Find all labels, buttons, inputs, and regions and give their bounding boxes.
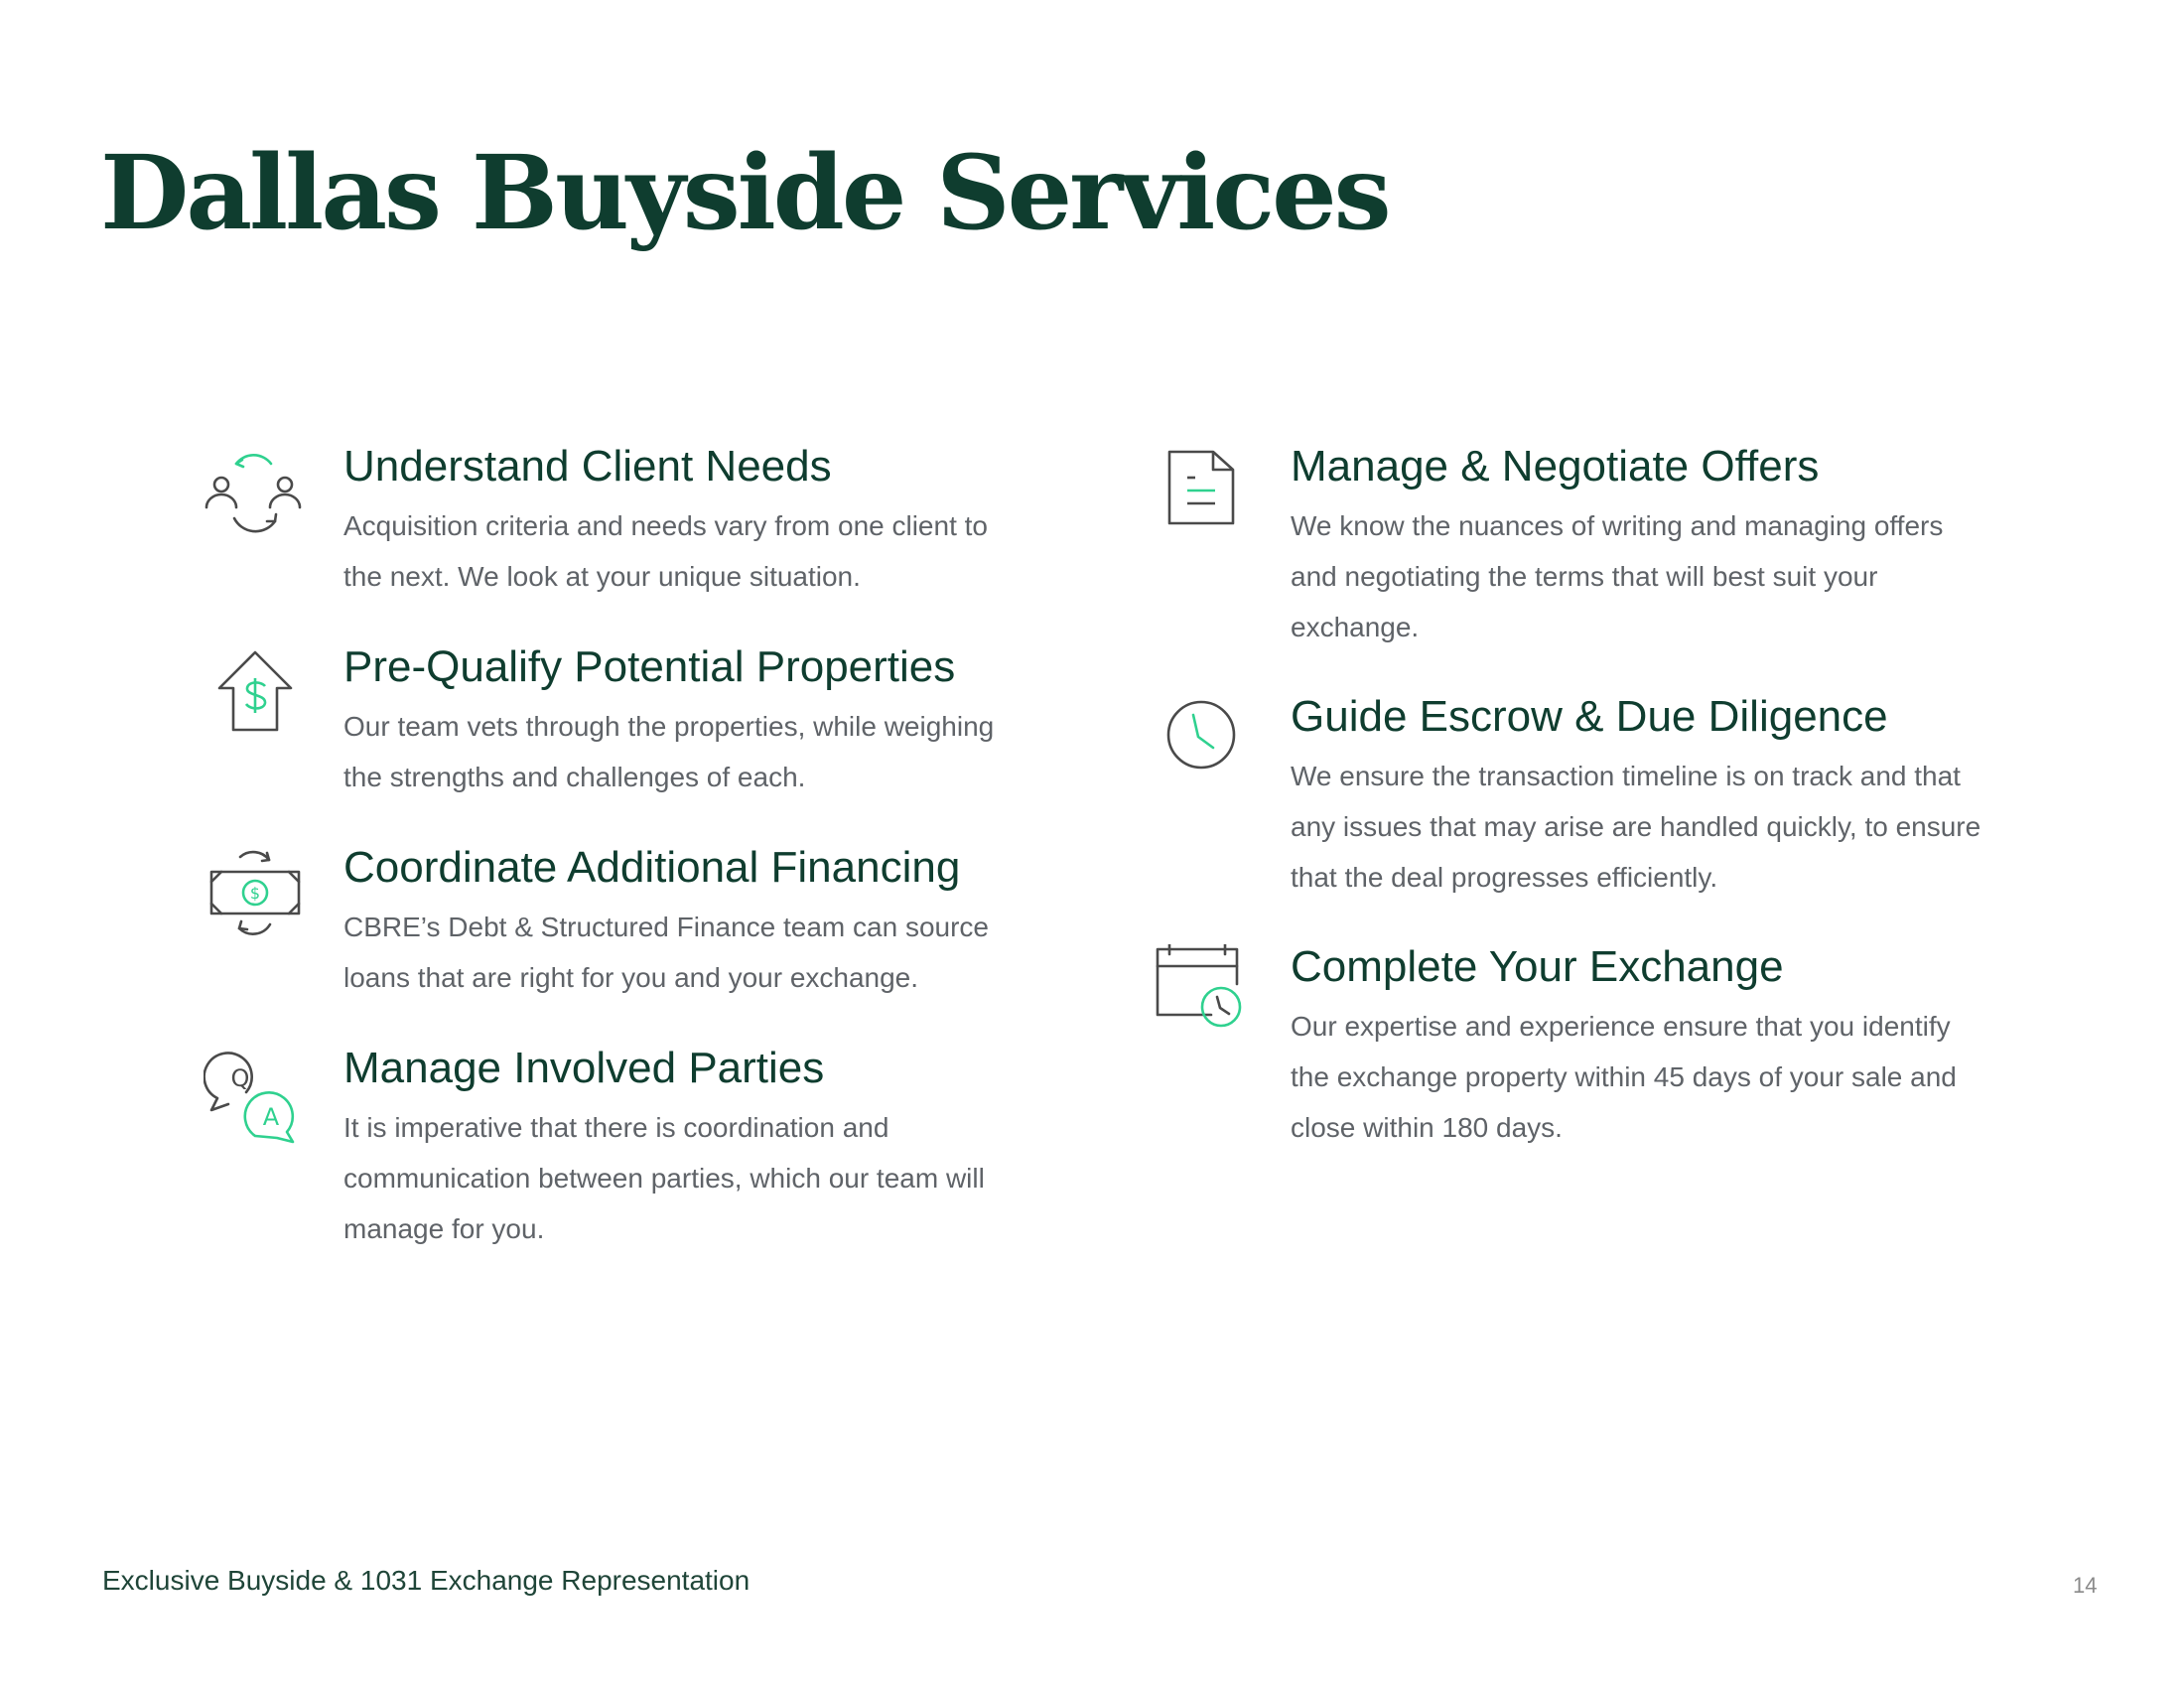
footer-text: Exclusive Buyside & 1031 Exchange Representation bbox=[102, 1565, 751, 1596]
service-description: CBRE’s Debt & Structured Finance team can source loans that are right for you and your exchange. bbox=[343, 912, 990, 993]
calendar-clock-icon bbox=[1150, 944, 1253, 1048]
service-title: Complete Your Exchange bbox=[1291, 942, 1784, 991]
service-title: Guide Escrow & Due Diligence bbox=[1291, 692, 1888, 741]
service-title: Manage Involved Parties bbox=[343, 1044, 825, 1092]
qa-chat-icon bbox=[204, 1043, 307, 1146]
clock-icon bbox=[1150, 695, 1253, 798]
page-number: 14 bbox=[2073, 1573, 2098, 1598]
service-description: We ensure the transaction timeline is on track and that any issues that may arise are handled quickly, to ensure that the deal progresses efficiently. bbox=[1291, 761, 1981, 893]
svg-text:A: A bbox=[262, 1103, 280, 1131]
money-exchange-icon bbox=[204, 845, 307, 948]
service-title: Understand Client Needs bbox=[343, 442, 832, 491]
document-icon bbox=[1150, 446, 1253, 549]
service-title: Coordinate Additional Financing bbox=[343, 843, 961, 892]
service-description: It is imperative that there is coordination and communication between parties, which our team will manage for you. bbox=[343, 1112, 985, 1244]
svg-text:Q: Q bbox=[230, 1064, 250, 1092]
svg-text:$: $ bbox=[249, 884, 261, 903]
service-description: We know the nuances of writing and managing offers and negotiating the terms that will best suit your exchange. bbox=[1291, 510, 1944, 642]
house-dollar-icon bbox=[204, 646, 307, 750]
service-description: Our team vets through the properties, while weighing the strengths and challenges of each. bbox=[343, 711, 995, 792]
service-description: Our expertise and experience ensure that you identify the exchange property within 45 days of your sale and close within 180 days. bbox=[1291, 1011, 1957, 1143]
service-description: Acquisition criteria and needs vary from one client to the next. We look at your unique situation. bbox=[343, 510, 988, 592]
service-title: Manage & Negotiate Offers bbox=[1291, 442, 1820, 491]
client-needs-icon bbox=[202, 446, 305, 549]
page-title: Dallas Buyside Services bbox=[100, 133, 1389, 253]
service-title: Pre-Qualify Potential Properties bbox=[343, 642, 956, 691]
